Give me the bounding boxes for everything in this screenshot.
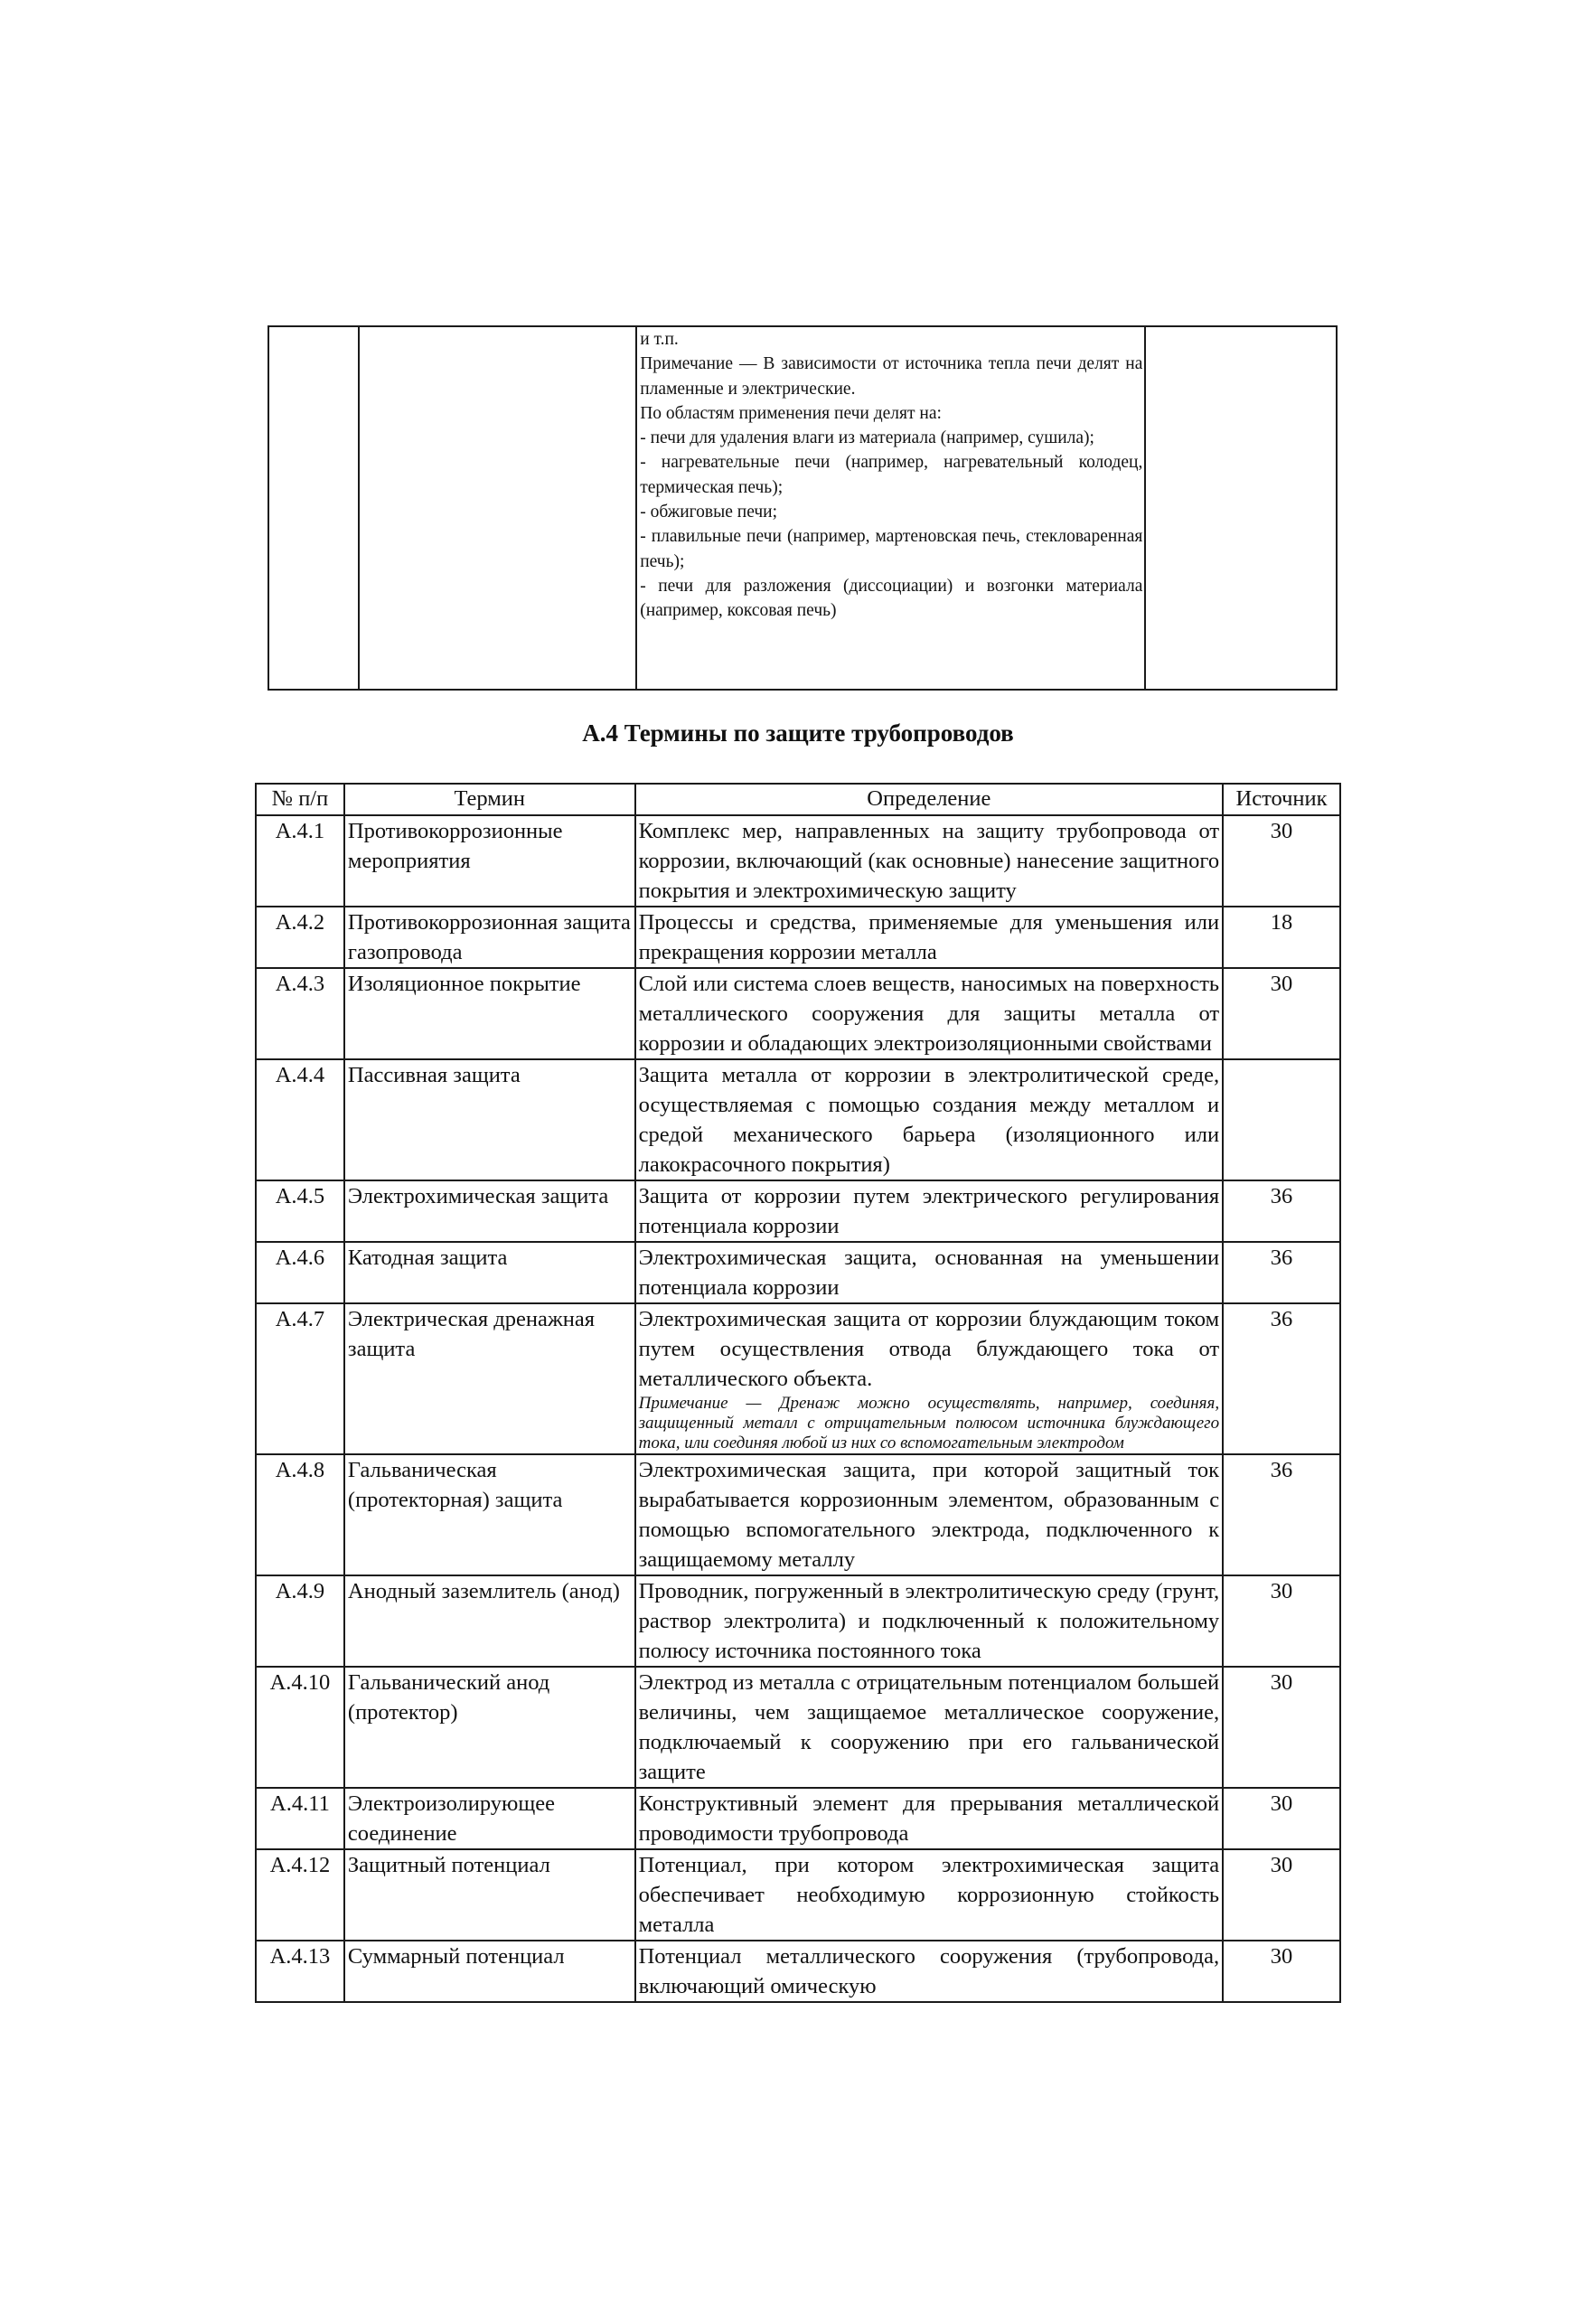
row-definition: Электрохимическая защита от коррозии блуждающим током путем осуществления отвода блуждающего тока от металлического объекта.	[638, 1307, 1220, 1391]
row-term: Электроизолирующее соединение	[344, 1788, 635, 1849]
row-source: 30	[1223, 1788, 1340, 1849]
row-term: Гальванический анод (протектор)	[344, 1667, 635, 1788]
row-num: А.4.13	[256, 1941, 344, 2002]
table-row	[256, 1667, 1340, 1788]
continuation-definition-cell	[636, 326, 1145, 690]
row-term: Катодная защита	[344, 1242, 635, 1303]
table-row	[256, 907, 1340, 968]
table-row	[256, 1303, 1340, 1454]
row-definition: Защита от коррозии путем электрического регулирования потенциала коррозии	[635, 1180, 1223, 1242]
table-row	[256, 815, 1340, 907]
row-definition: Конструктивный элемент для прерывания металлической проводимости трубопровода	[635, 1788, 1223, 1849]
table-row	[256, 1059, 1340, 1180]
row-term: Анодный заземлитель (анод)	[344, 1575, 635, 1667]
row-num: А.4.6	[256, 1242, 344, 1303]
row-source: 30	[1223, 968, 1340, 1059]
row-num: А.4.4	[256, 1059, 344, 1180]
row-term: Электрохимическая защита	[344, 1180, 635, 1242]
row-num: А.4.7	[256, 1303, 344, 1454]
row-term: Изоляционное покрытие	[344, 968, 635, 1059]
continuation-row	[268, 326, 1337, 690]
row-term: Электрическая дренажная защита	[344, 1303, 635, 1454]
row-definition-cell	[635, 1303, 1223, 1454]
table-row	[256, 1849, 1340, 1941]
row-source: 30	[1223, 815, 1340, 907]
row-term: Защитный потенциал	[344, 1849, 635, 1941]
table-row	[256, 1941, 1340, 2002]
continuation-term-cell	[359, 326, 636, 690]
row-definition: Электрохимическая защита, при которой защитный ток вырабатывается коррозионным элементом, образованным с помощью вспомогательного электрода, подключенного к защищаемому металлу	[635, 1454, 1223, 1575]
table-row	[256, 1242, 1340, 1303]
row-source: 30	[1223, 1575, 1340, 1667]
continuation-table	[268, 325, 1338, 691]
header-source: Источник	[1223, 784, 1340, 815]
row-source: 36	[1223, 1303, 1340, 1454]
table-row	[256, 1788, 1340, 1849]
table-row	[256, 1180, 1340, 1242]
row-source: 36	[1223, 1242, 1340, 1303]
row-term: Суммарный потенциал	[344, 1941, 635, 2002]
row-num: А.4.11	[256, 1788, 344, 1849]
row-term: Противокоррозионные мероприятия	[344, 815, 635, 907]
row-source	[1223, 1059, 1340, 1180]
row-source: 30	[1223, 1941, 1340, 2002]
row-definition: Электрохимическая защита, основанная на уменьшении потенциала коррозии	[635, 1242, 1223, 1303]
row-term: Противокоррозионная защита газопровода	[344, 907, 635, 968]
continuation-line: и т.п.	[640, 330, 679, 349]
header-term: Термин	[344, 784, 635, 815]
row-num: А.4.8	[256, 1454, 344, 1575]
terms-table	[255, 783, 1341, 2003]
row-definition: Комплекс мер, направленных на защиту трубопровода от коррозии, включающий (как основные) нанесение защитного покрытия и электрохимическую защиту	[635, 815, 1223, 907]
row-num: А.4.3	[256, 968, 344, 1059]
row-definition: Электрод из металла с отрицательным потенциалом большей величины, чем защищаемое металлическое сооружение, подключаемый к сооружению при его гальванической защите	[635, 1667, 1223, 1788]
row-num: А.4.12	[256, 1849, 344, 1941]
row-num: А.4.1	[256, 815, 344, 907]
header-definition: Определение	[635, 784, 1223, 815]
row-definition: Проводник, погруженный в электролитическую среду (грунт, раствор электролита) и подключенный к положительному полюсу источника постоянного тока	[635, 1575, 1223, 1667]
row-source: 36	[1223, 1180, 1340, 1242]
header-num: № п/п	[256, 784, 344, 815]
row-note: Примечание — Дренаж можно осуществлять, например, соединяя, защищенный металл с отрицательным полюсом источника блуждающего тока, или соединяя любой из них со вспомогательным электродом	[638, 1394, 1220, 1452]
row-term: Пассивная защита	[344, 1059, 635, 1180]
row-source: 18	[1223, 907, 1340, 968]
table-header-row	[256, 784, 1340, 815]
row-num: А.4.10	[256, 1667, 344, 1788]
continuation-line: - печи для удаления влаги из материала (например, сушила);	[640, 428, 1094, 448]
row-term: Гальваническая (протекторная) защита	[344, 1454, 635, 1575]
row-definition: Защита металла от коррозии в электролитической среде, осуществляемая с помощью создания между металлом и средой механического барьера (изоляционного или лакокрасочного покрытия)	[635, 1059, 1223, 1180]
row-definition: Процессы и средства, применяемые для уменьшения или прекращения коррозии металла	[635, 907, 1223, 968]
row-source: 36	[1223, 1454, 1340, 1575]
continuation-line: По областям применения печи делят на:	[640, 403, 942, 423]
row-definition: Потенциал металлического сооружения (трубопровода, включающий омическую	[635, 1941, 1223, 2002]
table-row	[256, 1575, 1340, 1667]
continuation-num-cell	[268, 326, 359, 690]
table-row	[256, 1454, 1340, 1575]
row-num: А.4.5	[256, 1180, 344, 1242]
row-num: А.4.9	[256, 1575, 344, 1667]
row-source: 30	[1223, 1667, 1340, 1788]
continuation-line: - плавильные печи (например, мартеновская печь, стекловаренная печь);	[640, 527, 1143, 571]
row-definition: Слой или система слоев веществ, наносимых на поверхность металлического сооружения для защиты металла от коррозии и обладающих электроизоляционными свойствами	[635, 968, 1223, 1059]
continuation-line: - обжиговые печи;	[640, 503, 778, 522]
continuation-note-text: Примечание — В зависимости от источника тепла печи делят на пламенные и электрические.	[640, 354, 1143, 399]
continuation-source-cell	[1145, 326, 1337, 690]
row-definition: Потенциал, при котором электрохимическая защита обеспечивает необходимую коррозионную стойкость металла	[635, 1849, 1223, 1941]
row-source: 30	[1223, 1849, 1340, 1941]
continuation-note	[640, 352, 1142, 401]
continuation-line: - нагревательные печи (например, нагревательный колодец, термическая печь);	[640, 453, 1143, 497]
continuation-line: - печи для разложения (диссоциации) и возгонки материала (например, коксовая печь)	[640, 576, 1143, 621]
table-row	[256, 968, 1340, 1059]
section-title: А.4 Термины по защите трубопроводов	[582, 719, 1014, 747]
row-num: А.4.2	[256, 907, 344, 968]
